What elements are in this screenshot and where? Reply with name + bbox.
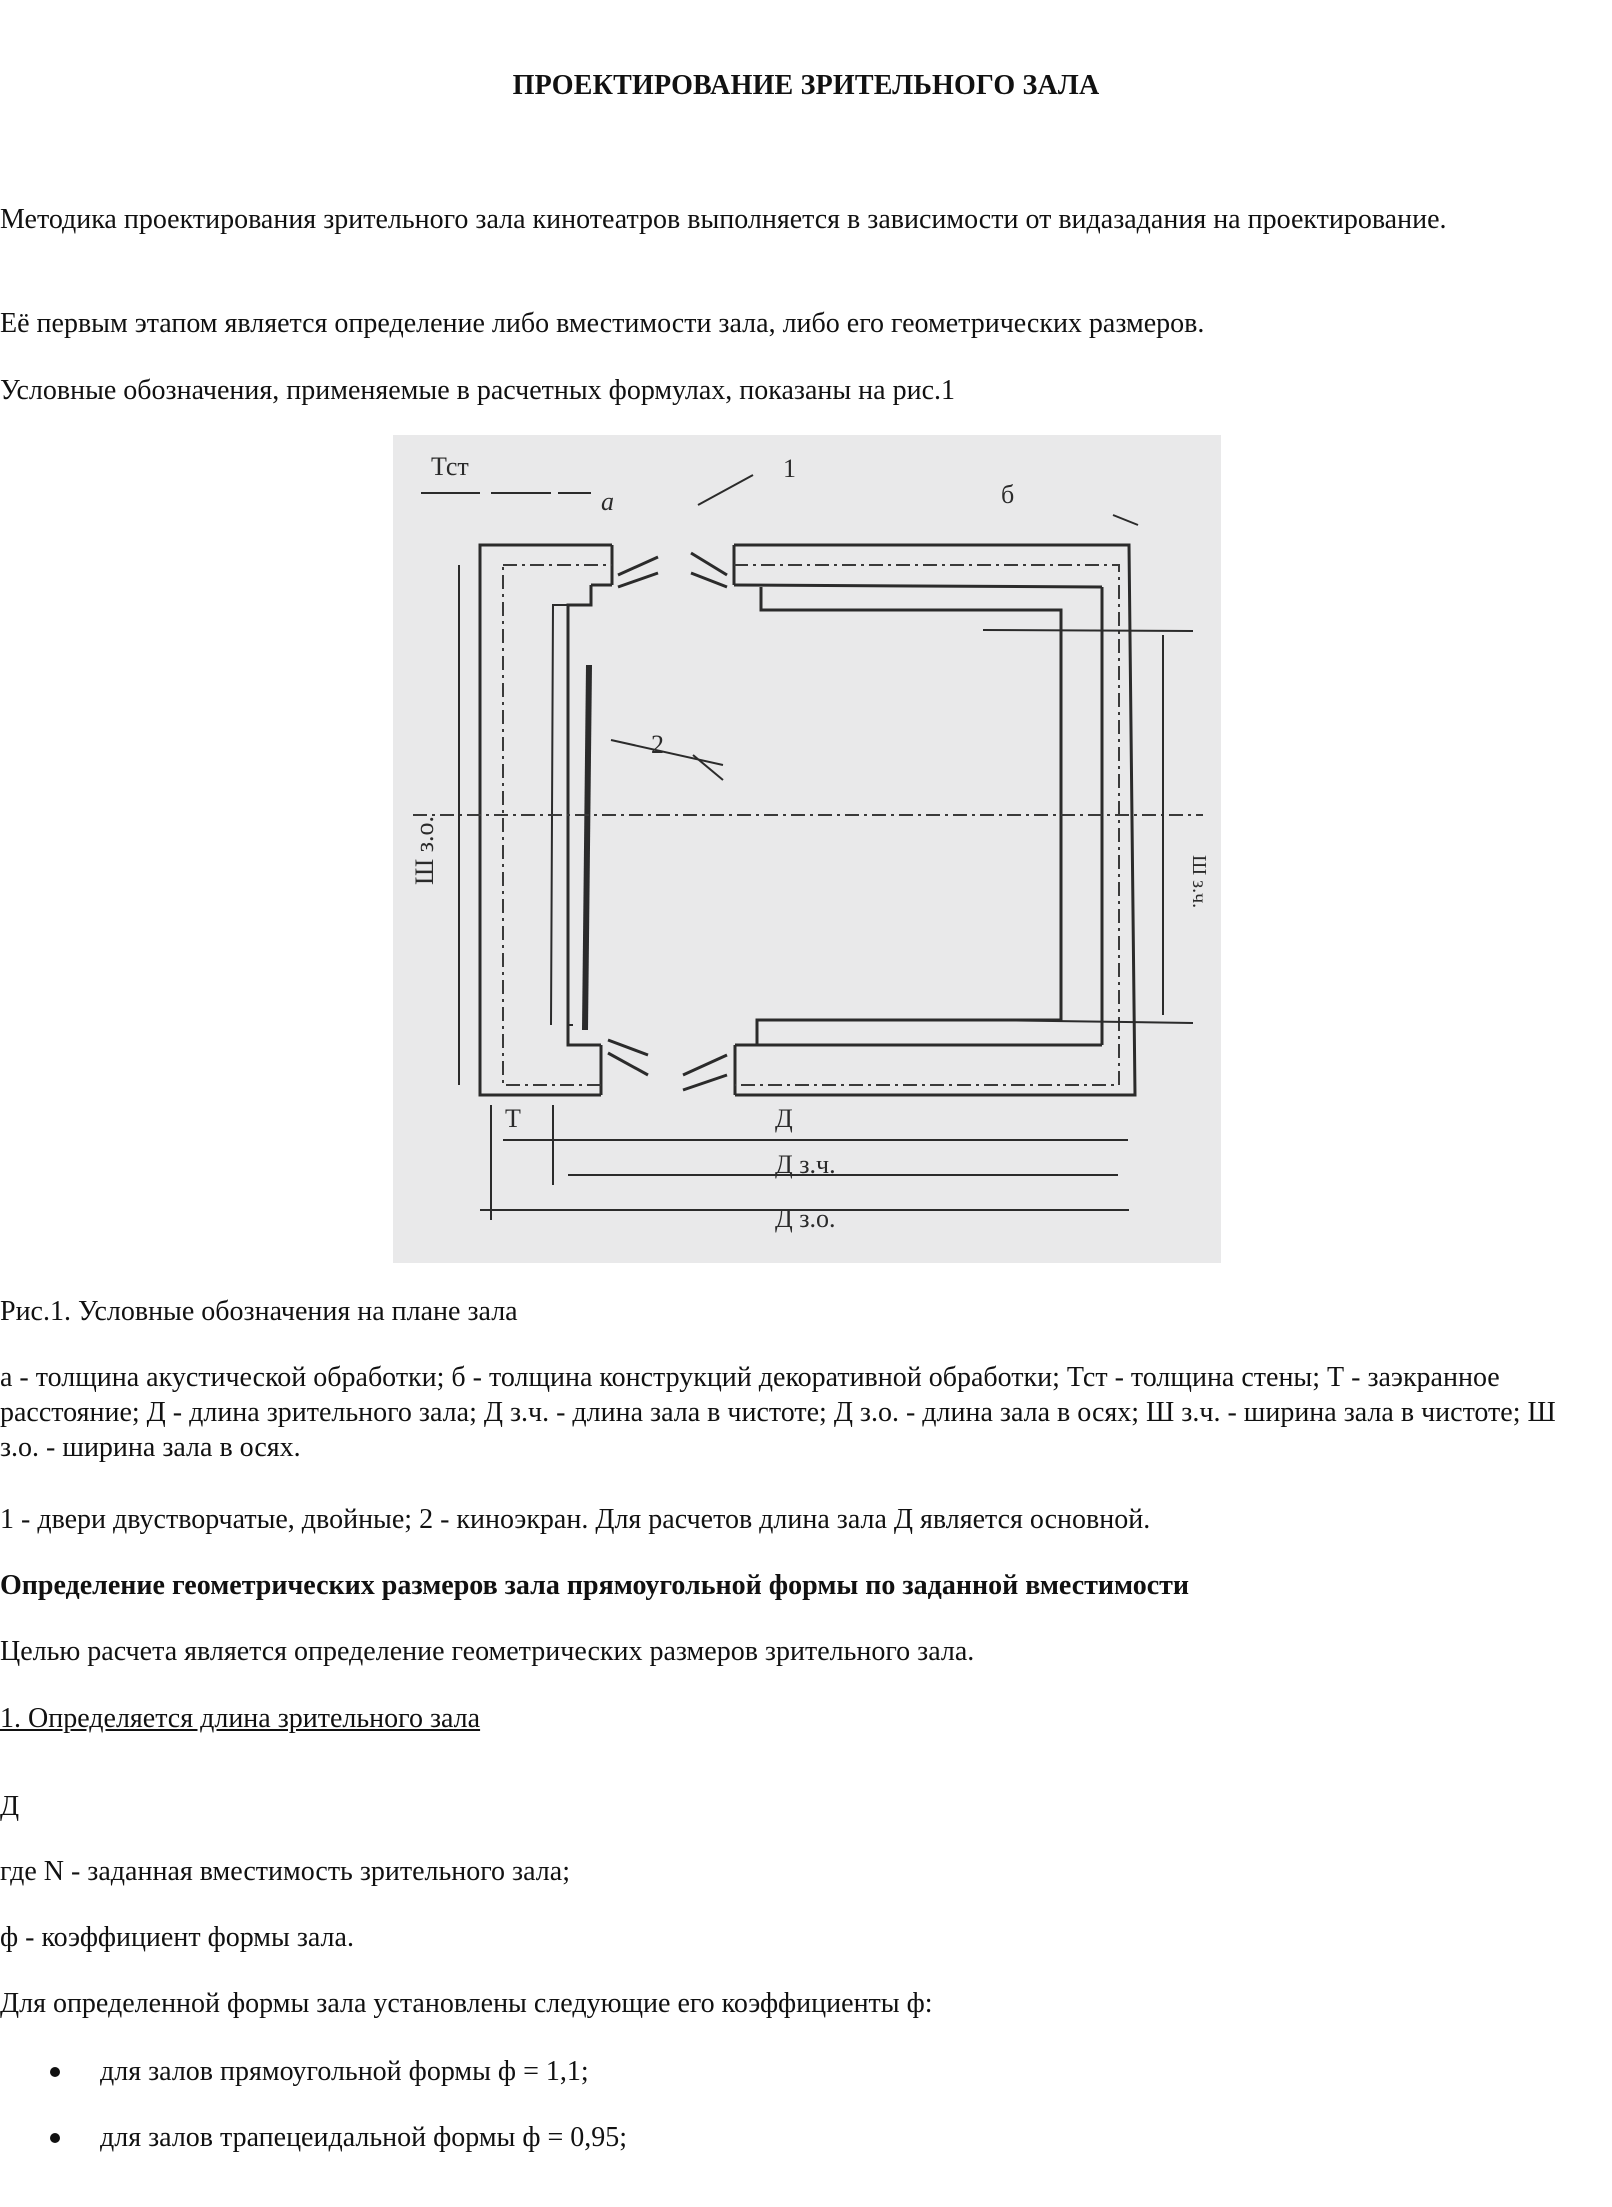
- bullet-icon: [50, 2133, 60, 2143]
- label-d-zch: Д з.ч.: [775, 1150, 836, 1179]
- label-a: а: [601, 487, 614, 516]
- screen-line: [585, 665, 589, 1030]
- label-sh-zch: Ш з.ч.: [1188, 855, 1210, 909]
- label-1: 1: [783, 454, 796, 483]
- paragraph-first-stage: Её первым этапом является определение либо вместимости зала, либо его геометрических размеров.: [0, 308, 1205, 339]
- bullet-icon: [50, 2067, 60, 2077]
- label-2: 2: [651, 730, 664, 759]
- bullet-text: для залов прямоугольной формы ф = 1,1;: [100, 2056, 589, 2087]
- label-tst: Тст: [431, 452, 469, 481]
- coefficients-intro: Для определенной формы зала установлены следующие его коэффициенты ф:: [0, 1988, 933, 2019]
- bullet-text: для залов трапецеидальной формы ф = 0,95;: [100, 2122, 628, 2153]
- hall-plan-figure: [393, 435, 1221, 1263]
- formula-symbol: Д: [0, 1791, 20, 1822]
- phi-definition: ф - коэффициент формы зала.: [0, 1922, 354, 1953]
- document-title: ПРОЕКТИРОВАНИЕ ЗРИТЕЛЬНОГО ЗАЛА: [512, 70, 1100, 101]
- label-sh-zo: Ш з.о.: [410, 816, 439, 885]
- paragraph-notation-reference: Условные обозначения, применяемые в расчетных формулах, показаны на рис.1: [0, 375, 955, 406]
- label-d-zo: Д з.о.: [775, 1204, 836, 1233]
- label-t: Т: [505, 1104, 521, 1133]
- label-b: б: [1001, 480, 1015, 509]
- label-d: Д: [775, 1104, 793, 1133]
- outer-wall-left: [480, 545, 612, 1095]
- section-heading: Определение геометрических размеров зала прямоугольной формы по заданной вместимости: [0, 1570, 1190, 1601]
- step1-heading: 1. Определяется длина зрительного зала: [0, 1703, 481, 1734]
- purpose-paragraph: Целью расчета является определение геометрических размеров зрительного зала.: [0, 1636, 975, 1667]
- outer-wall-right: [734, 545, 1135, 1095]
- figure-caption: Рис.1. Условные обозначения на плане зала: [0, 1296, 518, 1327]
- hall-plan-drawing: [393, 435, 1221, 1263]
- paragraph-intro: Методика проектирования зрительного зала кинотеатров выполняется в зависимости от видазадания на проектирование.: [0, 204, 1447, 235]
- doors-note: 1 - двери двустворчатые, двойные; 2 - киноэкран. Для расчетов длина зала Д является основной.: [0, 1504, 1151, 1535]
- legend-paragraph: а - толщина акустической обработки; б - толщина конструкций декоративной обработки; Тст - толщина стены; Т - заэкранное расстояние; Д - длина зрительного зала; Д з.ч. - длина зала в чистоте; Д з.о. - длина зала в осях; Ш з.ч. - ширина зала в чистоте; Ш з.о. - ширина зала в осях.: [0, 1362, 1556, 1463]
- where-n-paragraph: где N - заданная вместимость зрительного зала;: [0, 1856, 570, 1887]
